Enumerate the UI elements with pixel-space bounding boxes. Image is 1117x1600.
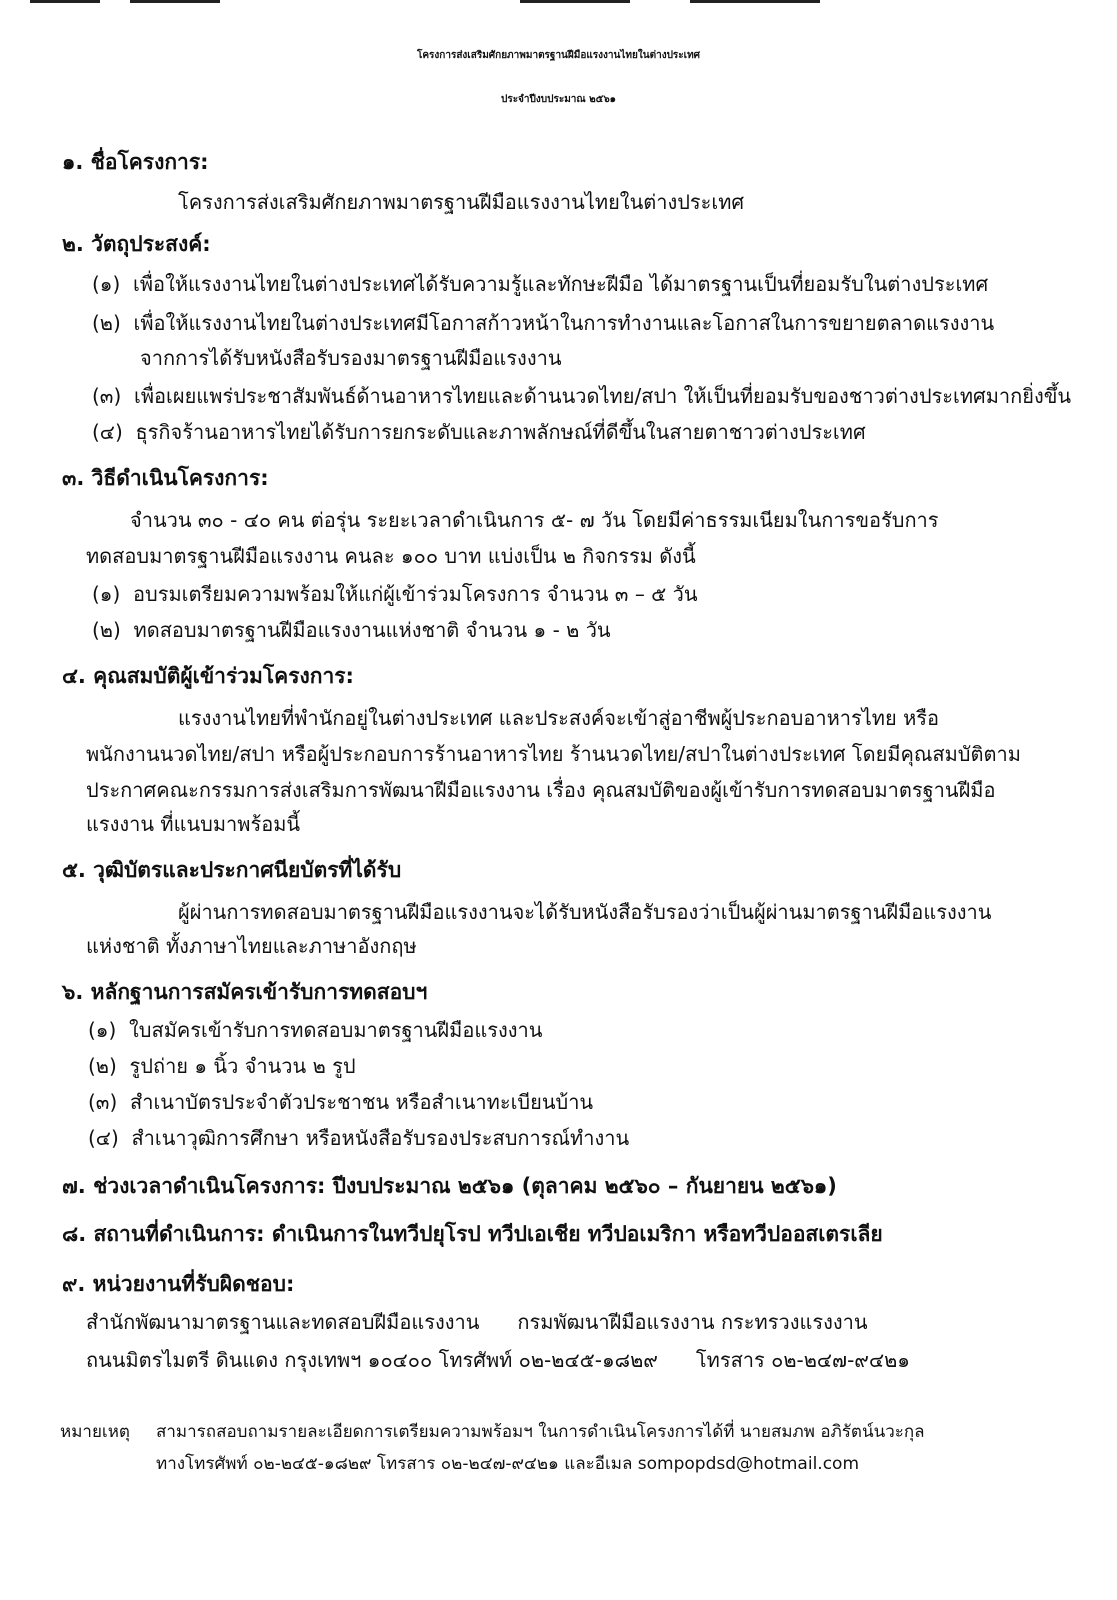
s6-heading: ๖. หลักฐานการสมัครเข้ารับการทดสอบฯ — [62, 980, 428, 1004]
s8-line: ๘. สถานที่ดำเนินการ: ดำเนินการในทวีปยุโรป ทวีปเอเชีย ทวีปอเมริกา หรือทวีปออสเตรเลีย — [62, 1222, 883, 1246]
s9-org-office: สำนักพัฒนามาตรฐานและทดสอบฝีมือแรงงาน — [86, 1310, 480, 1334]
s2-item-2 — [92, 307, 994, 339]
s6-item-3-text: สำเนาบัตรประจำตัวประชาชน หรือสำเนาทะเบียนบ้าน — [130, 1090, 594, 1114]
s6-item-1-num: (๑) — [88, 1018, 117, 1042]
note-line-2: ทางโทรศัพท์ ๐๒-๒๔๕-๑๘๒๙ โทรสาร ๐๒-๒๔๗-๙๔๒๑ และอีเมล sompopdsd@hotmail.com — [156, 1454, 860, 1474]
s3-item-1-num: (๑) — [92, 582, 121, 606]
s2-item-4 — [92, 416, 866, 448]
s2-item-1 — [92, 268, 988, 300]
s3-item-1-text: อบรมเตรียมความพร้อมให้แก่ผู้เข้าร่วมโครงการ จำนวน ๓ – ๕ วัน — [133, 582, 698, 606]
s6-item-2-text: รูปถ่าย ๑ นิ้ว จำนวน ๒ รูป — [129, 1054, 356, 1078]
s9-heading: ๙. หน่วยงานที่รับผิดชอบ: — [62, 1272, 295, 1296]
s2-item-4-text: ธุรกิจร้านอาหารไทยได้รับการยกระดับและภาพลักษณ์ที่ดีขึ้นในสายตาชาวต่างประเทศ — [135, 420, 866, 444]
s4-line-4: แรงงาน ที่แนบมาพร้อมนี้ — [86, 812, 301, 836]
s3-item-1 — [92, 578, 698, 610]
s4-line-2: พนักงานนวดไทย/สปา หรือผู้ประกอบการร้านอาหารไทย ร้านนวดไทย/สปาในต่างประเทศ โดยมีคุณสมบัติตาม — [86, 742, 1021, 766]
s2-item-2-text: เพื่อให้แรงงานไทยในต่างประเทศมีโอกาสก้าวหน้าในการทำงานและโอกาสในการขยายตลาดแรงงาน — [133, 311, 995, 335]
scan-edge-marks — [0, 0, 1117, 4]
s2-item-3-text: เพื่อเผยแพร่ประชาสัมพันธ์ด้านอาหารไทยและด้านนวดไทย/สปา ให้เป็นที่ยอมรับของชาวต่างประเทศมากยิ่งขึ้น — [134, 384, 1072, 408]
s5-heading: ๕. วุฒิบัตรและประกาศนียบัตรที่ได้รับ — [62, 858, 402, 882]
s1-heading: ๑. ชื่อโครงการ: — [62, 150, 209, 174]
s2-item-1-num: (๑) — [92, 272, 121, 296]
s4-heading: ๔. คุณสมบัติผู้เข้าร่วมโครงการ: — [62, 664, 354, 688]
s2-item-1-text: เพื่อให้แรงงานไทยในต่างประเทศได้รับความรู้และทักษะฝีมือ ได้มาตรฐานเป็นที่ยอมรับในต่างประเทศ — [133, 272, 989, 296]
s6-item-2-num: (๒) — [88, 1054, 117, 1078]
s2-item-3-num: (๓) — [92, 384, 122, 408]
s3-para-2: ทดสอบมาตรฐานฝีมือแรงงาน คนละ ๑๐๐ บาท แบ่งเป็น ๒ กิจกรรม ดังนี้ — [86, 544, 696, 568]
s6-item-3-num: (๓) — [88, 1090, 118, 1114]
s6-item-1-text: ใบสมัครเข้ารับการทดสอบมาตรฐานฝีมือแรงงาน — [129, 1018, 543, 1042]
s3-heading: ๓. วิธีดำเนินโครงการ: — [62, 466, 269, 490]
s2-item-2-num: (๒) — [92, 311, 121, 335]
s2-item-4-num: (๔) — [92, 420, 123, 444]
s3-item-2-text: ทดสอบมาตรฐานฝีมือแรงงานแห่งชาติ จำนวน ๑ - ๒ วัน — [133, 618, 611, 642]
s5-line-2: แห่งชาติ ทั้งภาษาไทยและภาษาอังกฤษ — [86, 934, 417, 958]
s7-line: ๗. ช่วงเวลาดำเนินโครงการ: ปีงบประมาณ ๒๕๖๑ (ตุลาคม ๒๕๖๐ – กันยายน ๒๕๖๑) — [62, 1174, 837, 1198]
note-label: หมายเหตุ — [60, 1422, 130, 1442]
s2-heading: ๒. วัตถุประสงค์: — [62, 232, 211, 256]
s9-address-phone: ถนนมิตรไมตรี ดินแดง กรุงเทพฯ ๑๐๔๐๐ โทรศัพท์ ๐๒-๒๔๕-๑๘๒๙ — [86, 1348, 658, 1372]
s6-item-3 — [88, 1086, 593, 1118]
s1-body: โครงการส่งเสริมศักยภาพมาตรฐานฝีมือแรงงานไทยในต่างประเทศ — [178, 190, 745, 214]
s9-org — [86, 1306, 868, 1338]
s2-item-3 — [92, 380, 1071, 412]
s2-item-2-cont: จากการได้รับหนังสือรับรองมาตรฐานฝีมือแรงงาน — [140, 346, 562, 370]
doc-title-line1: โครงการส่งเสริมศักยภาพมาตรฐานฝีมือแรงงานไทยในต่างประเทศ — [416, 50, 701, 61]
s4-line-3: ประกาศคณะกรรมการส่งเสริมการพัฒนาฝีมือแรงงาน เรื่อง คุณสมบัติของผู้เข้ารับการทดสอบมาตรฐานฝีมือ — [86, 778, 996, 802]
s9-address — [86, 1344, 910, 1376]
s9-fax: โทรสาร ๐๒-๒๔๗-๙๔๒๑ — [695, 1348, 910, 1372]
s3-para-1: จำนวน ๓๐ - ๔๐ คน ต่อรุ่น ระยะเวลาดำเนินการ ๕- ๗ วัน โดยมีค่าธรรมเนียมในการขอรับการ — [130, 508, 939, 532]
note-line-1: สามารถสอบถามรายละเอียดการเตรียมความพร้อมฯ ในการดำเนินโครงการได้ที่ นายสมภพ อภิรัตน์นวะกุล — [156, 1422, 925, 1442]
s5-line-1: ผู้ผ่านการทดสอบมาตรฐานฝีมือแรงงานจะได้รับหนังสือรับรองว่าเป็นผู้ผ่านมาตรฐานฝีมือแรงงาน — [178, 900, 992, 924]
s6-item-4-text: สำเนาวุฒิการศึกษา หรือหนังสือรับรองประสบการณ์ทำงาน — [131, 1126, 630, 1150]
s3-item-2 — [92, 614, 611, 646]
s6-item-4 — [88, 1122, 629, 1154]
s6-item-1 — [88, 1014, 542, 1046]
s9-org-department: กรมพัฒนาฝีมือแรงงาน กระทรวงแรงงาน — [517, 1310, 868, 1334]
s4-line-1: แรงงานไทยที่พำนักอยู่ในต่างประเทศ และประสงค์จะเข้าสู่อาชีพผู้ประกอบอาหารไทย หรือ — [178, 706, 940, 730]
s6-item-2 — [88, 1050, 356, 1082]
s3-item-2-num: (๒) — [92, 618, 121, 642]
doc-title-line2: ประจำปีงบประมาณ ๒๕๖๑ — [500, 94, 617, 105]
s6-item-4-num: (๔) — [88, 1126, 119, 1150]
